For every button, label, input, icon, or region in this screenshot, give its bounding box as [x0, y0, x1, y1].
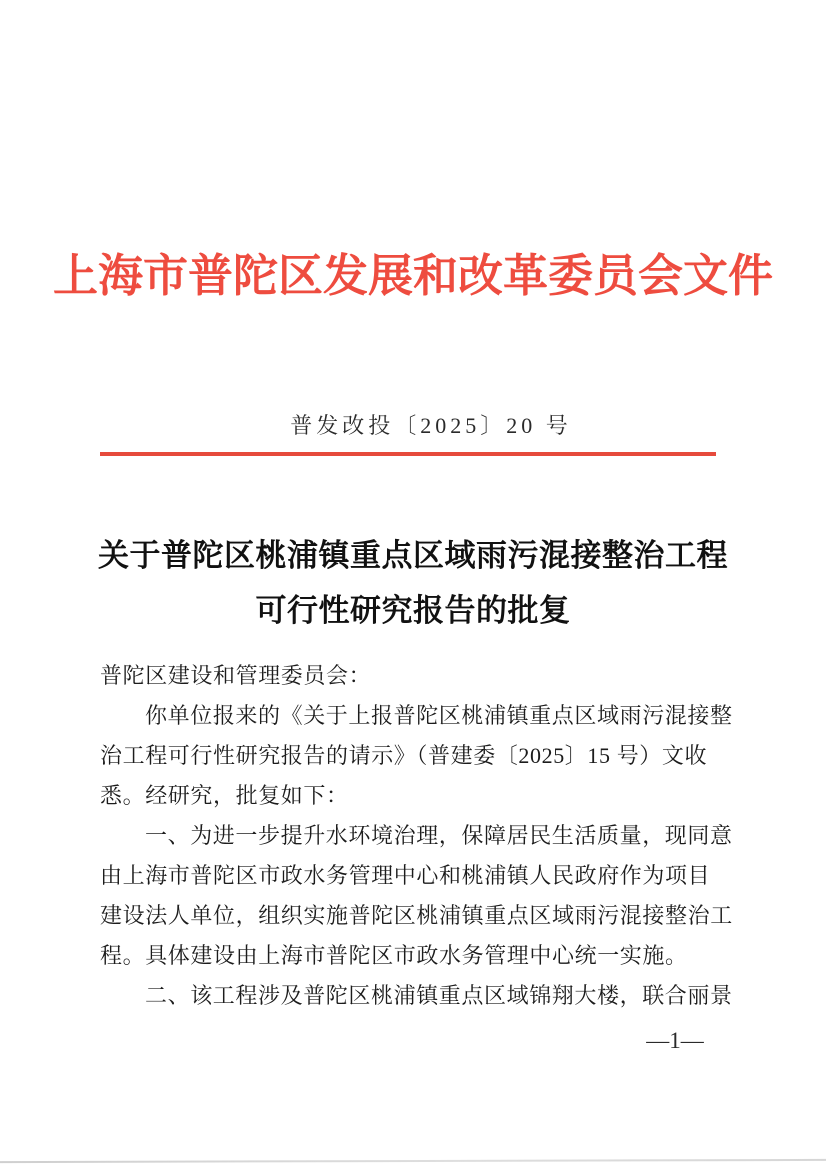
- body-line: 由上海市普陀区市政水务管理中心和桃浦镇人民政府作为项目: [100, 863, 711, 888]
- red-divider-line: [100, 452, 716, 456]
- salutation-line: 普陀区建设和管理委员会：: [100, 663, 372, 688]
- body-line: 一、为进一步提升水环境治理，保障居民生活质量，现同意: [145, 823, 733, 848]
- body-line: 你单位报来的《关于上报普陀区桃浦镇重点区域雨污混接整: [145, 703, 733, 728]
- document-number-row: [0, 409, 826, 443]
- document-title: [0, 528, 826, 638]
- body-line: 悉。经研究，批复如下：: [100, 783, 349, 808]
- document-title-line-2: 可行性研究报告的批复: [255, 593, 571, 628]
- body-line: 治工程可行性研究报告的请示》（普建委〔2025〕15 号）文收: [100, 743, 708, 768]
- document-body: [100, 656, 740, 1016]
- scan-edge-artifact: [0, 1159, 826, 1163]
- body-line: 建设法人单位，组织实施普陀区桃浦镇重点区域雨污混接整治工: [100, 903, 733, 928]
- document-number: 普发改投〔2025〕20 号: [290, 413, 572, 438]
- body-line: 二、该工程涉及普陀区桃浦镇重点区域锦翔大楼，联合丽景: [145, 983, 733, 1008]
- body-line: 程。具体建设由上海市普陀区市政水务管理中心统一实施。: [100, 943, 688, 968]
- document-issuer-header: 上海市普陀区发展和改革委员会文件: [52, 251, 773, 301]
- page-number: —1—: [646, 1028, 704, 1053]
- document-title-line-1: 关于普陀区桃浦镇重点区域雨污混接整治工程: [98, 538, 728, 573]
